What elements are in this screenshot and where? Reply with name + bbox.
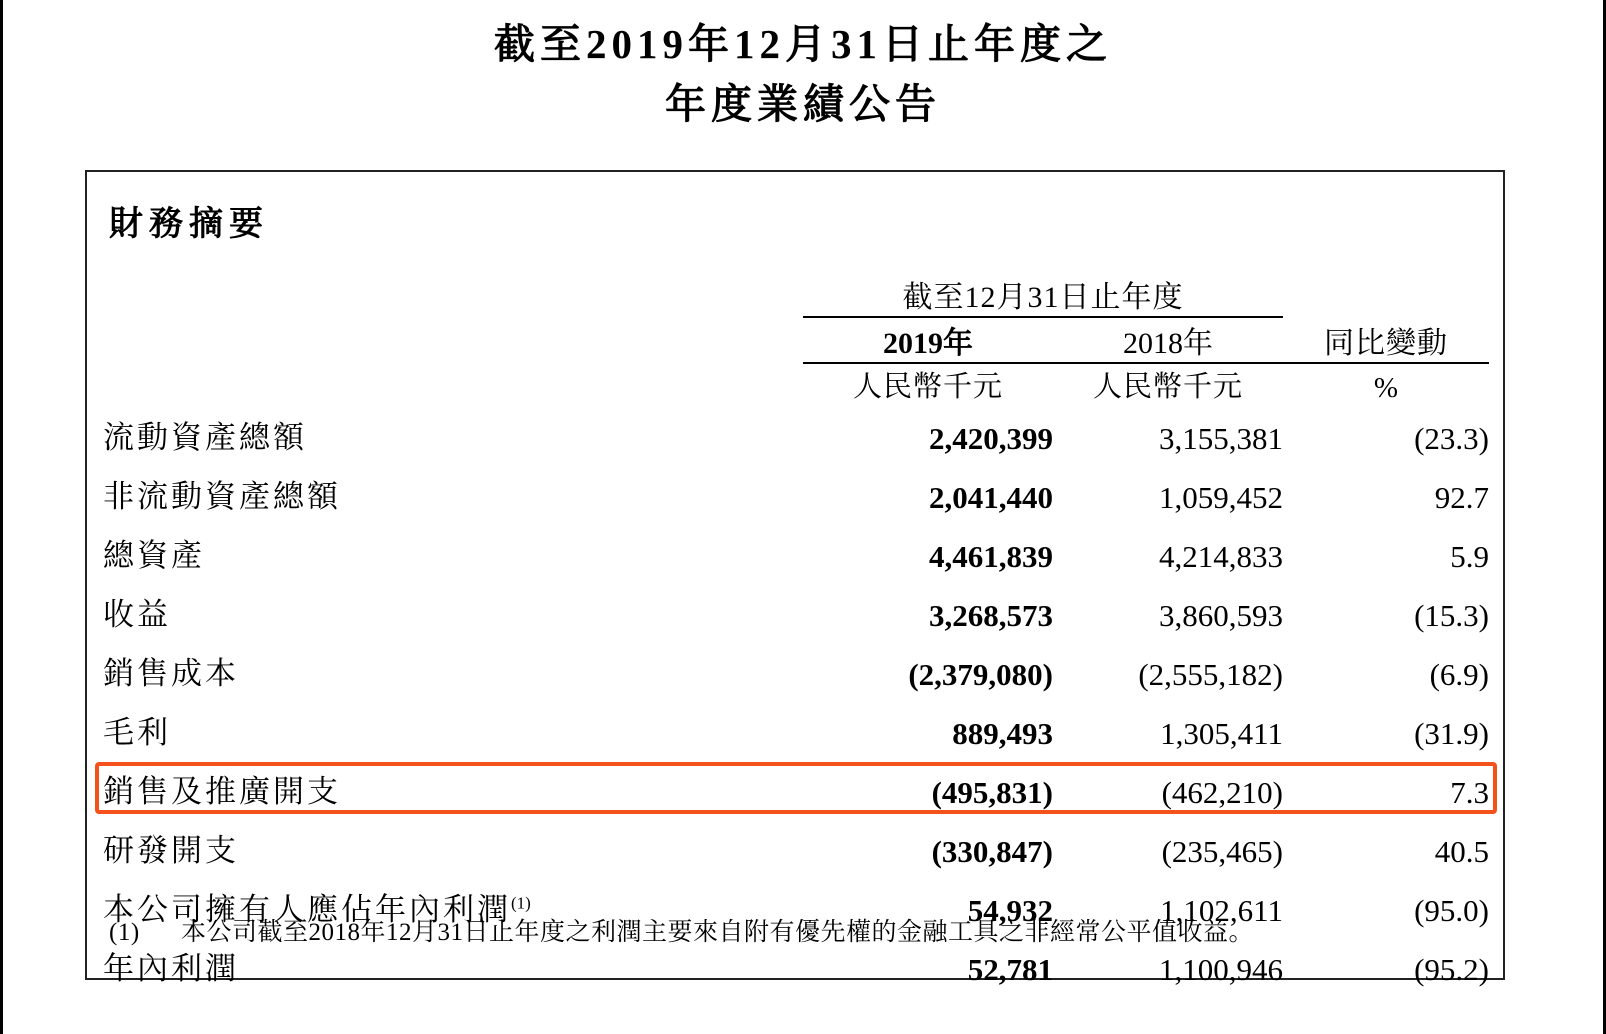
row-label: 總資產 — [103, 538, 205, 573]
row-label: 毛利 — [103, 715, 171, 750]
financial-summary-box — [85, 170, 1505, 987]
financial-summary-table — [103, 272, 1489, 995]
table-body — [103, 405, 1489, 995]
row-value-2019: 3,268,573 — [929, 598, 1053, 633]
table-row — [103, 582, 1489, 641]
row-label: 研發開支 — [103, 833, 239, 868]
header-period: 截至12月31日止年度 — [803, 272, 1283, 317]
row-change: (31.9) — [1414, 716, 1489, 751]
row-value-2018: (2,555,182) — [1138, 657, 1283, 692]
table-row — [103, 464, 1489, 523]
row-label: 銷售及推廣開支 — [103, 774, 341, 809]
row-label: 收益 — [103, 597, 171, 632]
table-row — [103, 700, 1489, 759]
row-change: 5.9 — [1450, 539, 1489, 574]
row-change: 92.7 — [1434, 480, 1489, 515]
row-value-2018: 4,214,833 — [1159, 539, 1283, 574]
row-label: 年內利潤 — [103, 951, 239, 986]
page-edge-left-rule — [0, 0, 3, 1034]
row-change: 7.3 — [1450, 775, 1489, 810]
header-spacer-change — [1283, 272, 1489, 317]
row-change: 40.5 — [1434, 834, 1489, 869]
row-value-2018: 1,059,452 — [1159, 480, 1283, 515]
table-header-period-row — [103, 272, 1489, 317]
row-change: (95.0) — [1414, 893, 1489, 928]
table-row-highlighted — [103, 818, 1489, 877]
row-value-2019: 4,461,839 — [929, 539, 1053, 574]
row-value-2018: 1,305,411 — [1160, 716, 1283, 751]
financial-summary-heading: 財務摘要 — [109, 206, 269, 243]
row-value-2019: 2,420,399 — [929, 421, 1053, 456]
row-label: 銷售成本 — [103, 656, 239, 691]
row-value-2018: (462,210) — [1161, 775, 1283, 810]
header-year-2018: 2018年 — [1053, 317, 1283, 363]
row-value-2019: (2,379,080) — [908, 657, 1053, 692]
table-header-unit-row — [103, 363, 1489, 405]
header-unit-2018: 人民幣千元 — [1092, 371, 1243, 403]
header-unit-change: % — [1373, 372, 1399, 404]
row-label: 流動資產總額 — [103, 420, 307, 455]
row-value-2019: 2,041,440 — [929, 480, 1053, 515]
row-value-2018: 3,860,593 — [1159, 598, 1283, 633]
row-change: (95.2) — [1414, 952, 1489, 987]
row-value-2018: 1,100,946 — [1159, 952, 1283, 987]
table-row — [103, 405, 1489, 464]
row-change: (23.3) — [1414, 421, 1489, 456]
row-value-2019: 889,493 — [952, 716, 1053, 751]
title-line-1: 截至2019年12月31日止年度之 — [494, 21, 1112, 67]
title-line-2: 年度業績公告 — [665, 81, 941, 127]
row-value-2019: (495,831) — [931, 775, 1053, 810]
header-change: 同比變動 — [1283, 317, 1489, 363]
row-change: (6.9) — [1429, 657, 1489, 692]
row-label: 非流動資產總額 — [103, 479, 341, 514]
table-footnote — [109, 916, 1479, 950]
row-value-2018: (235,465) — [1161, 834, 1283, 869]
row-value-2018: 1,102,611 — [1160, 893, 1283, 928]
row-value-2019: (330,847) — [931, 834, 1053, 869]
table-row — [103, 759, 1489, 818]
header-year-2019: 2019年 — [803, 317, 1053, 363]
table-header-year-row — [103, 317, 1489, 363]
footnote-marker: (1) — [511, 893, 531, 913]
table-row — [103, 523, 1489, 582]
footnote-mark: (1) — [109, 919, 140, 946]
footnote-text: 本公司截至2018年12月31日止年度之利潤主要來自附有優先權的金融工具之非經常公平值收益。 — [181, 919, 1255, 946]
row-value-2018: 3,155,381 — [1159, 421, 1283, 456]
row-value-2019: 52,781 — [967, 952, 1053, 987]
table-row — [103, 641, 1489, 700]
header-spacer — [103, 272, 803, 317]
row-value-2019: 54,932 — [967, 893, 1053, 928]
row-label-text: 本公司擁有人應佔年內利潤 — [103, 892, 511, 927]
row-change: (15.3) — [1414, 598, 1489, 633]
document-title — [0, 14, 1606, 134]
header-unit-2019: 人民幣千元 — [852, 371, 1003, 403]
